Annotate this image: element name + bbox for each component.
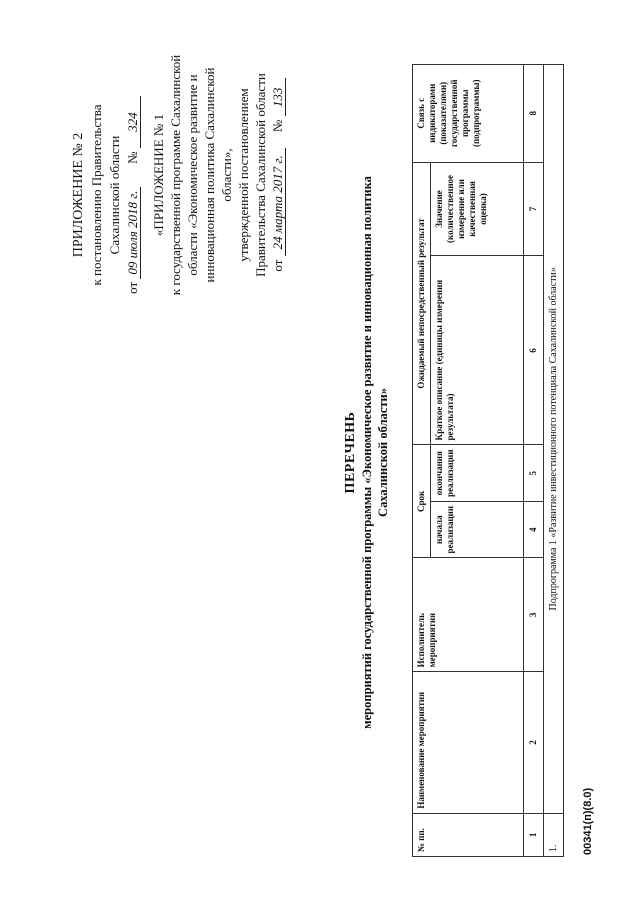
- number-field: 133: [270, 78, 286, 116]
- appendix-ref-line2: области «Экономическое развитие и: [185, 74, 200, 276]
- date-field: 24 марта 2017 г.: [270, 148, 286, 256]
- col-number: 6: [524, 256, 544, 445]
- col-number: 8: [524, 65, 544, 163]
- header-link: Связь с индикаторами (показателями) государственной программы (подпрограммы): [413, 65, 524, 163]
- number-field: 324: [125, 96, 141, 148]
- header-row: [413, 65, 431, 857]
- heading-title: ПЕРЕЧЕНЬ: [343, 411, 358, 494]
- header-term: Срок: [413, 445, 431, 558]
- appendix-ref-line4: утвержденной постановлением: [236, 88, 251, 262]
- header-result-desc: Краткое описание (единицы измерения результата): [431, 256, 524, 445]
- appendix-ref-line5: Правительства Сахалинской области: [253, 73, 268, 277]
- col-number: 2: [524, 672, 544, 813]
- table-row: [544, 65, 564, 857]
- header-result: Ожидаемый непосредственный результат: [413, 162, 431, 445]
- appendix-ref-block: [150, 50, 286, 300]
- heading-line1: мероприятий государственной программы «Экономическое развитие и инновационная политика: [360, 176, 374, 729]
- appendix-main-title: ПРИЛОЖЕНИЕ № 2: [71, 132, 86, 258]
- heading-line2: Сахалинской области»: [376, 388, 390, 517]
- from-label: от: [270, 259, 285, 272]
- measures-table: [412, 64, 564, 857]
- appendix-main-block: [70, 75, 142, 315]
- col-number: 5: [524, 445, 544, 501]
- row-num: 1.: [544, 813, 564, 856]
- document-code: 00341(п)(8.0): [582, 787, 594, 855]
- col-number: 4: [524, 501, 544, 558]
- header-name: Наименование мероприятия: [413, 672, 524, 813]
- appendix-main-line1: к постановлению Правительства: [89, 104, 104, 286]
- header-executor: Исполнитель мероприятия: [413, 558, 524, 672]
- subprogram-title: Подпрограмма 1 «Развитие инвестиционного потенциала Сахалинской области»: [544, 65, 564, 814]
- appendix-ref-date-line: [269, 50, 286, 300]
- appendix-ref-line1: к государственной программе Сахалинской: [168, 54, 183, 296]
- document-heading: [343, 0, 391, 905]
- appendix-main-date-line: [124, 75, 142, 315]
- appendix-ref-title: «ПРИЛОЖЕНИЕ № 1: [151, 113, 166, 237]
- number-label: №: [125, 151, 140, 164]
- header-term-start: начала реализации: [431, 501, 524, 558]
- header-result-value: Значение (количественное измерение или качественная оценка): [431, 162, 524, 256]
- col-number: 1: [524, 813, 544, 856]
- col-number: 3: [524, 558, 544, 672]
- col-number: 7: [524, 162, 544, 256]
- appendix-main-line2: Сахалинской области: [107, 135, 122, 255]
- header-num: № пп.: [413, 813, 524, 856]
- column-number-row: [524, 65, 544, 857]
- from-label: от: [125, 281, 140, 294]
- header-term-end: окончания реализации: [431, 445, 524, 501]
- number-label: №: [270, 119, 285, 133]
- date-field: 09 июля 2018 г.: [125, 187, 141, 279]
- appendix-ref-line3: инновационная политика Сахалинской области»,: [202, 67, 234, 283]
